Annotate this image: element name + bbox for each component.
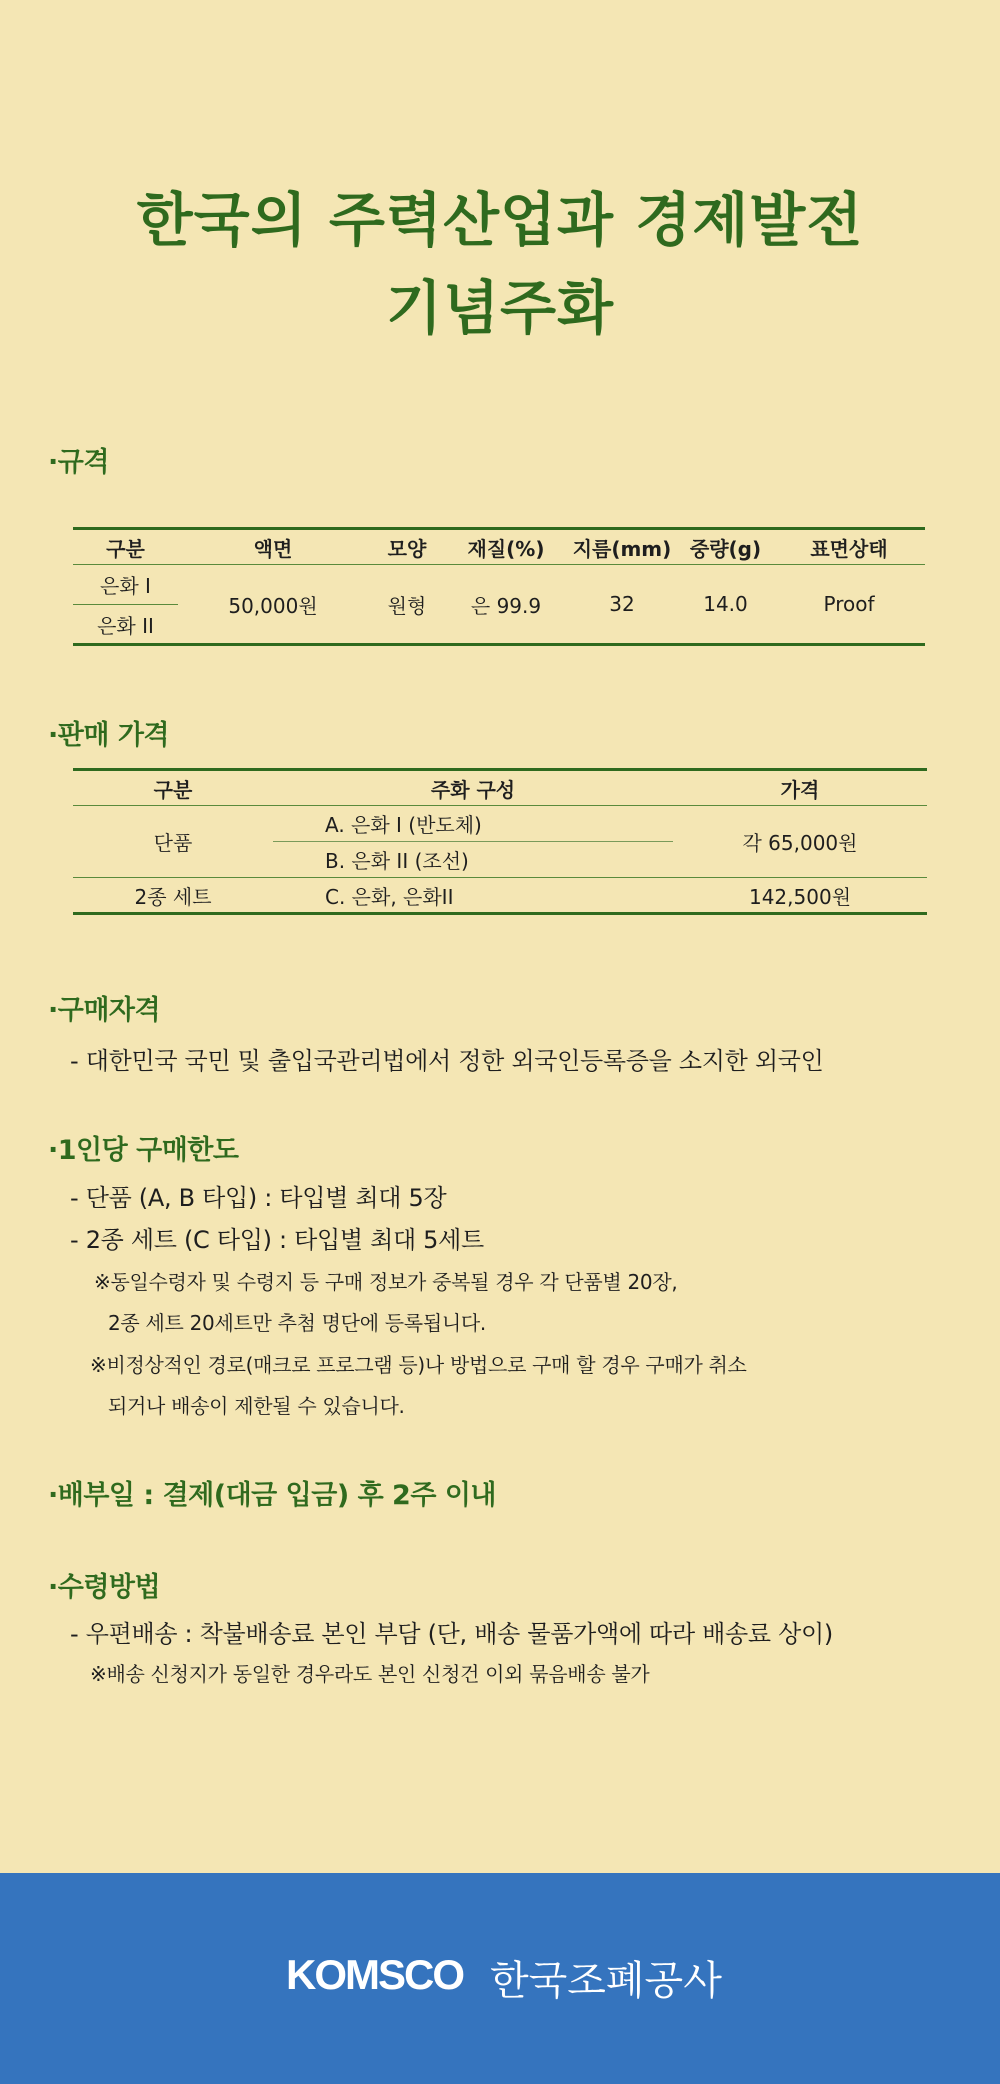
limit-note-1b: 2종 세트 20세트만 추첨 명단에 등록됩니다. bbox=[108, 1311, 486, 1335]
eligibility-heading: ·구매자격 bbox=[48, 995, 161, 1026]
spec-face-value: 50,000원 bbox=[228, 593, 318, 618]
spec-header-shape: 모양 bbox=[387, 536, 427, 561]
spec-row-silver-2: 은화 II bbox=[97, 613, 154, 638]
limit-line-single: - 단품 (A, B 타입) : 타입별 최대 5장 bbox=[70, 1184, 447, 1212]
price-header-price: 가격 bbox=[780, 777, 820, 802]
spec-heading: ·규격 bbox=[48, 447, 109, 478]
price-single-item-a: A. 은화 I (반도체) bbox=[273, 806, 673, 842]
page-title bbox=[0, 176, 1000, 352]
price-header-composition: 주화 구성 bbox=[430, 777, 516, 802]
spec-header-weight: 중량(g) bbox=[689, 536, 762, 561]
price-header-category: 구분 bbox=[153, 777, 193, 802]
spec-diameter: 32 bbox=[609, 592, 635, 616]
spec-header-category: 구분 bbox=[106, 536, 145, 561]
price-set-price: 142,500원 bbox=[748, 884, 852, 909]
price-set-item: C. 은화, 은화II bbox=[325, 884, 454, 909]
spec-finish: Proof bbox=[823, 592, 875, 616]
spec-material: 은 99.9 bbox=[470, 593, 542, 618]
delivery-heading: ·배부일 : 결제(대금 입금) 후 2주 이내 bbox=[48, 1480, 496, 1511]
spec-header-finish: 표면상태 bbox=[810, 536, 888, 561]
limit-heading: ·1인당 구매한도 bbox=[48, 1135, 239, 1166]
spec-weight: 14.0 bbox=[703, 592, 748, 616]
komsco-logo: KOMSCO bbox=[286, 1951, 463, 1998]
price-heading: ·판매 가격 bbox=[48, 720, 169, 751]
limit-note-2a: ※비정상적인 경로(매크로 프로그램 등)나 방법으로 구매 할 경우 구매가 취소 bbox=[90, 1353, 747, 1377]
eligibility-text: - 대한민국 국민 및 출입국관리법에서 정한 외국인등록증을 소지한 외국인 bbox=[70, 1047, 824, 1075]
title-line-2: 기념주화 bbox=[385, 274, 615, 342]
receive-note: ※배송 신청지가 동일한 경우라도 본인 신청건 이외 묶음배송 불가 bbox=[90, 1662, 650, 1686]
limit-note-2b: 되거나 배송이 제한될 수 있습니다. bbox=[108, 1394, 405, 1418]
price-single-item-b: B. 은화 II (조선) bbox=[325, 849, 469, 873]
receive-line-mail: - 우편배송 : 착불배송료 본인 부담 (단, 배송 물품가액에 따라 배송료 상이) bbox=[70, 1620, 833, 1648]
title-line-1: 한국의 주력산업과 경제발전 bbox=[136, 186, 864, 254]
receive-heading: ·수령방법 bbox=[48, 1572, 161, 1603]
spec-header-diameter: 지름(mm) bbox=[572, 536, 672, 561]
limit-line-set: - 2종 세트 (C 타입) : 타입별 최대 5세트 bbox=[70, 1226, 484, 1254]
spec-header-face: 액면 bbox=[253, 536, 293, 561]
spec-table bbox=[73, 527, 925, 646]
spec-header-material: 재질(%) bbox=[467, 536, 545, 561]
footer-org-name: 한국조폐공사 bbox=[490, 1958, 722, 2004]
spec-shape: 원형 bbox=[387, 593, 427, 618]
footer bbox=[0, 1873, 1000, 2084]
limit-note-1a: ※동일수령자 및 수령지 등 구매 정보가 중복될 경우 각 단품별 20장, bbox=[94, 1270, 678, 1294]
price-table bbox=[73, 768, 927, 915]
price-single-price: 각 65,000원 bbox=[742, 831, 858, 855]
price-set-label: 2종 세트 bbox=[134, 884, 212, 909]
price-single-label: 단품 bbox=[153, 831, 193, 855]
spec-row-silver-1: 은화 I bbox=[73, 565, 178, 605]
